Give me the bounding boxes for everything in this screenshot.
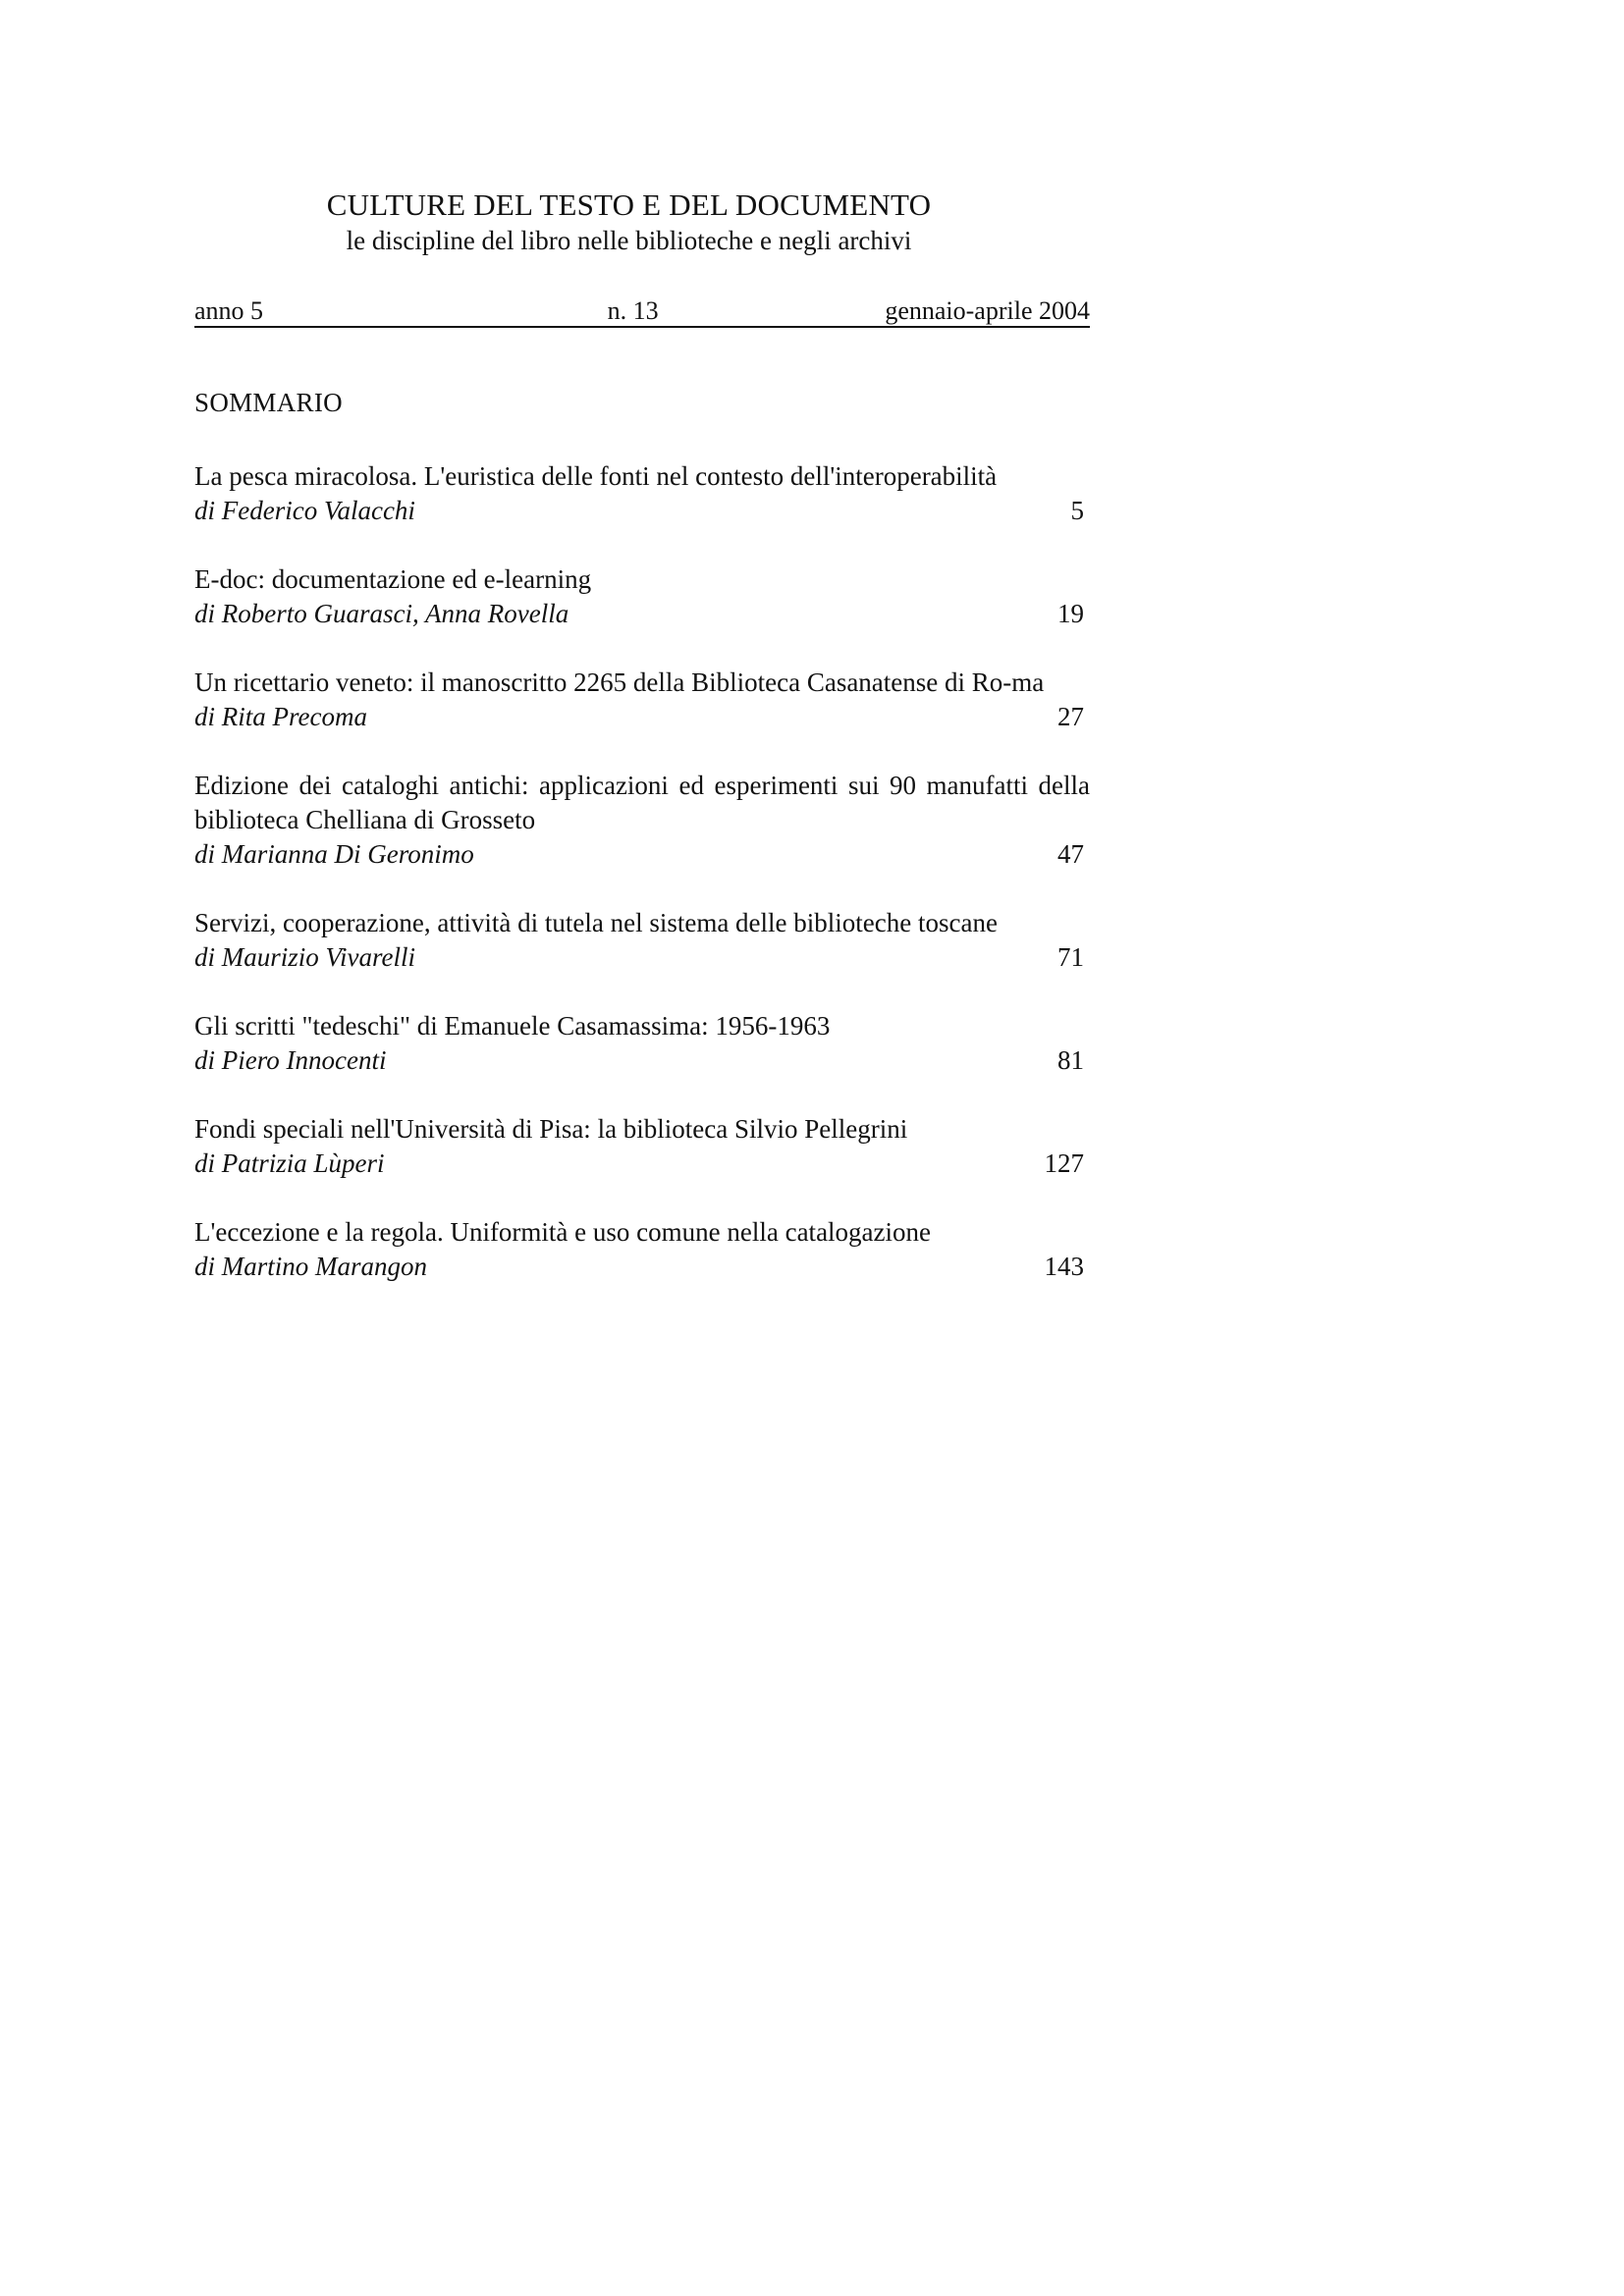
toc-entry-title: Fondi speciali nell'Università di Pisa: la biblioteca Silvio Pellegrini — [194, 1114, 908, 1144]
toc-entry-author-row — [194, 940, 1090, 975]
toc-entry-author-row — [194, 700, 1090, 734]
issue-date: gennaio-aprile 2004 — [885, 296, 1090, 325]
masthead — [194, 187, 1014, 257]
toc-entry-author-row — [194, 1043, 1090, 1078]
toc-entry-author: di Maurizio Vivarelli — [194, 942, 415, 972]
issue-number: n. 13 — [607, 296, 659, 325]
toc-entry-author: di Martino Marangon — [194, 1252, 428, 1281]
toc-entry — [194, 459, 1090, 528]
toc-entry-author-row — [194, 1250, 1090, 1284]
toc-entry-page: 5 — [1070, 496, 1084, 525]
toc-entry-author: di Federico Valacchi — [194, 496, 415, 525]
toc-entry-page: 81 — [1057, 1045, 1084, 1075]
sommario-heading: SOMMARIO — [194, 388, 343, 417]
toc-entry — [194, 1009, 1090, 1078]
toc-entry-page: 71 — [1057, 942, 1084, 972]
toc-entry-author: di Marianna Di Geronimo — [194, 839, 474, 869]
table-of-contents — [194, 459, 1090, 1284]
toc-entry-author: di Roberto Guarasci, Anna Rovella — [194, 599, 569, 628]
toc-entry — [194, 1112, 1090, 1181]
toc-entry-title: Edizione dei cataloghi antichi: applicazioni ed esperimenti sui 90 manufatti della biblioteca Chelliana di Grosseto — [194, 771, 1090, 834]
toc-entry — [194, 1215, 1090, 1284]
toc-entry-title: Gli scritti "tedeschi" di Emanuele Casamassima: 1956-1963 — [194, 1011, 831, 1041]
toc-entry-author-row — [194, 837, 1090, 872]
toc-entry — [194, 769, 1090, 872]
toc-entry-page: 127 — [1044, 1148, 1084, 1178]
toc-entry-author-row — [194, 597, 1090, 631]
toc-entry-author: di Rita Precoma — [194, 702, 367, 731]
toc-entry-page: 143 — [1044, 1252, 1084, 1281]
toc-entry-page: 47 — [1057, 839, 1084, 869]
toc-entry-title: Servizi, cooperazione, attività di tutela nel sistema delle biblioteche toscane — [194, 908, 998, 937]
toc-entry — [194, 666, 1090, 734]
toc-entry-title: Un ricettario veneto: il manoscritto 2265 della Biblioteca Casanatense di Ro-ma — [194, 667, 1045, 697]
toc-entry-page: 27 — [1057, 702, 1084, 731]
issue-volume: anno 5 — [194, 296, 264, 325]
journal-title: CULTURE DEL TESTO E DEL DOCUMENTO — [326, 187, 932, 222]
toc-entry-author-row — [194, 1147, 1090, 1181]
toc-entry-author: di Piero Innocenti — [194, 1045, 387, 1075]
toc-entry-title: La pesca miracolosa. L'euristica delle fonti nel contesto dell'interoperabilità — [194, 461, 998, 491]
toc-entry-title: E-doc: documentazione ed e-learning — [194, 564, 592, 594]
toc-entry-page: 19 — [1057, 599, 1084, 628]
toc-entry — [194, 906, 1090, 975]
toc-entry-title: L'eccezione e la regola. Uniformità e uso comune nella catalogazione — [194, 1217, 932, 1247]
journal-subtitle: le discipline del libro nelle biblioteche e negli archivi — [346, 226, 912, 255]
document-page — [194, 187, 1090, 1318]
toc-entry-author: di Patrizia Lùperi — [194, 1148, 385, 1178]
toc-entry-author-row — [194, 494, 1090, 528]
toc-entry — [194, 562, 1090, 631]
issue-line — [194, 296, 1090, 328]
